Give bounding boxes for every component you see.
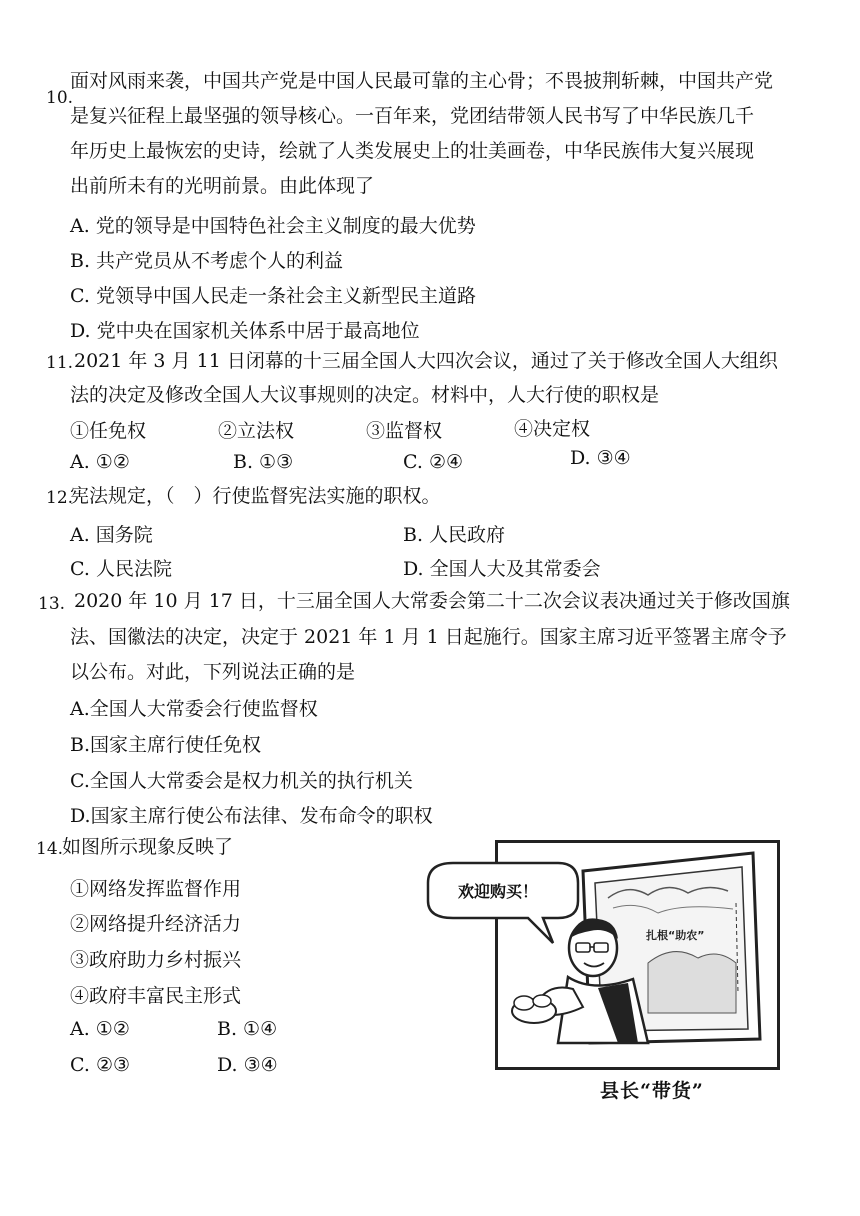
question-11-item-4: ④决定权 (514, 418, 591, 440)
question-13-option-b[interactable]: B.国家主席行使任免权 (70, 734, 262, 756)
question-10-option-b[interactable]: B. 共产党员从不考虑个人的利益 (70, 250, 344, 272)
question-10-option-a[interactable]: A. 党的领导是中国特色社会主义制度的最大优势 (70, 215, 476, 237)
question-14-item-2: ②网络提升经济活力 (70, 913, 242, 935)
question-14-option-a[interactable]: A. ①② (70, 1018, 130, 1040)
question-10-number: 10. (46, 88, 74, 108)
question-13-option-d[interactable]: D.国家主席行使公布法律、发布命令的职权 (70, 805, 433, 827)
question-10-stem-line-2: 是复兴征程上最坚强的领导核心。一百年来，党团结带领人民书写了中华民族几千 (70, 105, 755, 127)
question-12-stem: 宪法规定，（ ）行使监督宪法实施的职权。 (70, 485, 441, 507)
question-13-stem-line-1: 2020 年 10 月 17 日，十三届全国人大常委会第二十二次会议表决通过关于修改国旗 (74, 590, 790, 612)
screen-text: 扎根“助农” (646, 929, 705, 942)
question-10-option-d[interactable]: D. 党中央在国家机关体系中居于最高地位 (70, 320, 420, 342)
question-14-item-1: ①网络发挥监督作用 (70, 878, 242, 900)
question-11-option-b[interactable]: B. ①③ (233, 451, 294, 473)
question-14-option-b[interactable]: B. ①④ (217, 1018, 278, 1040)
question-12-option-a[interactable]: A. 国务院 (70, 524, 153, 546)
question-11-item-2: ②立法权 (218, 420, 295, 442)
cartoon-figure (458, 840, 780, 1070)
speech-bubble-text: 欢迎购买！ (458, 882, 539, 901)
question-11-item-1: ①任免权 (70, 420, 147, 442)
question-10-stem-line-4: 出前所未有的光明前景。由此体现了 (70, 175, 375, 197)
question-14-item-4: ④政府丰富民主形式 (70, 985, 242, 1007)
question-10-stem-line-1: 面对风雨来袭，中国共产党是中国人民最可靠的主心骨；不畏披荆斩棘，中国共产党 (70, 70, 774, 92)
question-11-stem-line-1: 2021 年 3 月 11 日闭幕的十三届全国人大四次会议，通过了关于修改全国人大组织 (74, 350, 778, 372)
question-14-option-d[interactable]: D. ③④ (217, 1054, 278, 1076)
speech-bubble (428, 863, 578, 943)
question-12-option-b[interactable]: B. 人民政府 (403, 524, 506, 546)
question-11-number: 11. (46, 353, 74, 373)
question-11-option-c[interactable]: C. ②④ (403, 451, 464, 473)
question-13-number: 13. (38, 594, 66, 614)
question-11-option-a[interactable]: A. ①② (70, 451, 130, 473)
question-13-stem-line-3: 以公布。对此，下列说法正确的是 (70, 661, 356, 683)
question-11-item-3: ③监督权 (366, 420, 443, 442)
question-12-option-c[interactable]: C. 人民法院 (70, 558, 172, 580)
question-13-stem-line-2: 法、国徽法的决定，决定于 2021 年 1 月 1 日起施行。国家主席习近平签署主席令予 (70, 626, 787, 648)
question-14-stem: 如图所示现象反映了 (62, 836, 234, 858)
question-14-item-3: ③政府助力乡村振兴 (70, 949, 242, 971)
cartoon-illustration (458, 843, 777, 1067)
question-11-stem-line-2: 法的决定及修改全国人大议事规则的决定。材料中，人大行使的职权是 (70, 384, 660, 406)
question-12-option-d[interactable]: D. 全国人大及其常委会 (403, 558, 601, 580)
question-10-option-c[interactable]: C. 党领导中国人民走一条社会主义新型民主道路 (70, 285, 476, 307)
figure-caption: 县长“带货” (600, 1080, 704, 1102)
question-13-option-a[interactable]: A.全国人大常委会行使监督权 (70, 698, 318, 720)
question-10-stem-line-3: 年历史上最恢宏的史诗，绘就了人类发展史上的壮美画卷，中华民族伟大复兴展现 (70, 140, 755, 162)
question-14-number: 14. (36, 839, 64, 859)
question-12-number: 12. (46, 488, 74, 508)
question-13-option-c[interactable]: C.全国人大常委会是权力机关的执行机关 (70, 770, 413, 792)
question-11-option-d[interactable]: D. ③④ (570, 447, 631, 469)
question-14-option-c[interactable]: C. ②③ (70, 1054, 131, 1076)
